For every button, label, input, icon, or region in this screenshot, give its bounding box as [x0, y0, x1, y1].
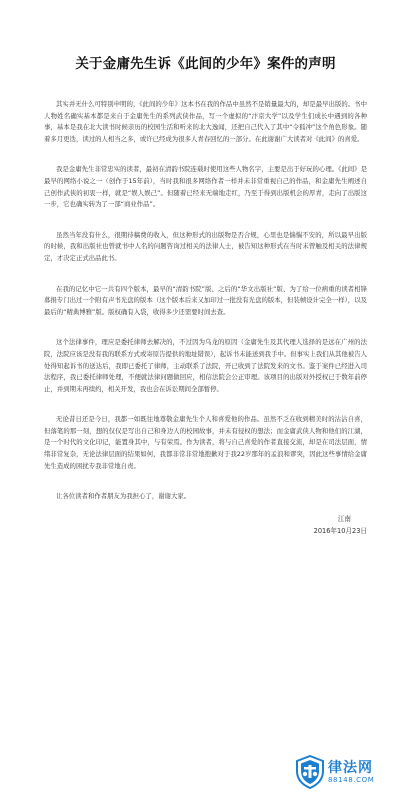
document-body [44, 99, 367, 503]
signature-date: 2016年10月23日 [313, 526, 367, 535]
signature-name: 江南 [337, 514, 351, 523]
paragraph-closing: 让各位读者和作者朋友为我担心了，谢谢大家。 [56, 492, 191, 501]
paragraph-6: 无论昔日还是今日，我都一如既往地尊敬金庸先生个人和喜爱他的作品。虽然不乏在收到精美时的沾沾自喜，但落笔的那一刻，想的仅仅是写出自己和身边人的校园故事，并未有侵权的想法；而金庸武侠人物和他们的江湖，是一个时代的文化印记，能置身其中，与有荣焉。作为读者，将与自己喜爱的作者直接交流，却是在司法层面，情绪非常复杂，无论法律层面的结果如何，我都非常非常地抱歉对于我22岁那年的孟浪和谬突，因此这些事情给金庸先生造成的困扰专我非常地自责。 [44, 415, 367, 470]
paragraph-3: 虽然当年没有什么，很期待稿费的收入，但这种形式的出版物是否合规，心里也是惴惴不安的，所以最早出版的时候，我和出版社也曾就书中人名的问题咨询过相关的法律人士，被告知这种形式在当时未曾触及相关的法律规定，才决定正式出品此书。 [44, 230, 367, 262]
watermark-domain: 88148.COM [328, 775, 375, 784]
document-title: 关于金庸先生诉《此间的少年》案件的声明 [75, 56, 336, 72]
paragraph-2: 我是金庸先生非常忠实的读者，最初在清韵书院连载时使用这些人物名字，主要是出于好玩的心理。《此间》是最早的网络小说之一（创作于15年前），当时我和很多网络作者一样并未非常重视自己的作品，和金庸先生阐述自己创作武侠的初衷一样，就是“娱人娱己”。但随着已经来无端地走红，乃至于得到出版机会的厚青，走向了出版这一步，它也确实转为了一部“商业作品”。 [44, 165, 367, 209]
shield-icon [295, 755, 325, 789]
paragraph-5: 这个法律事件，理应是委托律师去解决的，不过因为乌龙的原因（金庸先生及其代理人选择的是远在广州的法院，法院应该是没有我的联系方式或寄原告提供的地址错误），起诉书未能送到我手中。但事实上我们从其他被告人处得知起诉书的送达后，我即已委托了律师，主动联系了法院，开已收到了法院发来的文书。鉴于案件已经进入司法程序，我已委托律师处理，不便就法律问题做回应，相信法院会公正审理。该项目的出版对外授权已于数年前停止，并到期未再续约，相关开发，我也会在诉讼期间全部暂停。 [44, 338, 367, 393]
signature-block [44, 513, 367, 537]
paragraph-4: 在我的记忆中它一共有四个版本，最早的“清韵书院”版、之后的“华文出版社”版、为了给一位病重的读者相锋募捐专门出过一个附有声书光盘的版本（这个版本后来又加印过一批没有光盘的版本，但装帧设计完全一样），以及最后的“精典博雅”版。版权确有入袋，收得多少还需要时间去查。 [44, 284, 367, 316]
paragraph-1: 其实并无什么可特别申明的，《此间的少年》这本书在我的作品中虽然不是销量最大的，却是最早出版的。书中人物姓名确实基本都是来自于金庸先生的系列武侠作品，写一个虚拟的“汴京大学”以及学生们成长中遇到的各种事，基本是我在北大读书时候亲历的校园生活和听来的北大逸闻，还把自己代入了其中“令狐冲”这个角色形象。随着多月更迭，读过的人相当之多，或许已经成为很多人青春回忆的一部分。在此谢谢广大读者对《此间》的喜爱。 [44, 100, 367, 143]
watermark-brand: 律法网 [328, 759, 373, 776]
watermark-logo [295, 752, 405, 792]
